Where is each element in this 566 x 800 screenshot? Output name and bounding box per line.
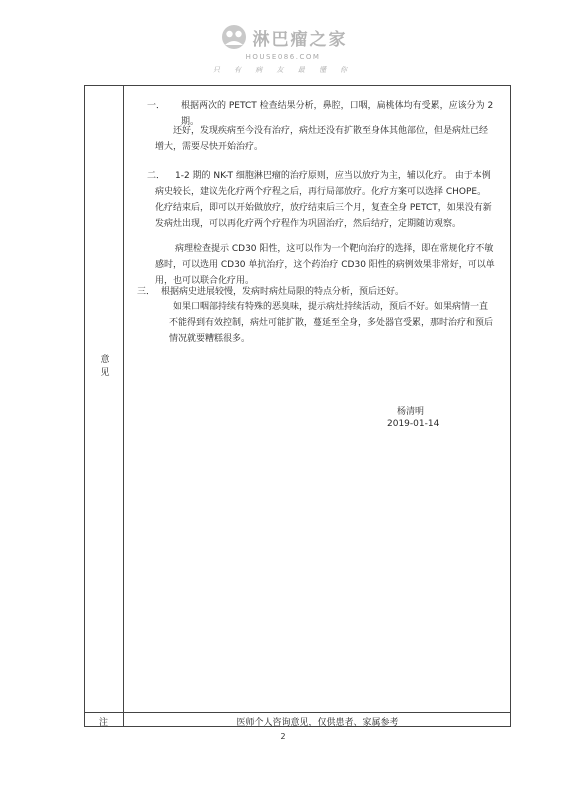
note-row-divider bbox=[85, 712, 510, 713]
logo-text: 淋巴瘤之家 bbox=[252, 29, 348, 50]
section-2-paragraph-2: 病理检查提示 CD30 阳性，这可以作为一个靶向治疗的选择，即在常规化疗不敏感时，可以选用 CD30 单抗治疗，这个药治疗 CD30 阳性的病例效果非常好，可以单用，也可以联合化疗用。 bbox=[155, 244, 495, 286]
section-1-paragraph-2: 还好，发现疾病至今没有治疗，病灶还没有扩散至身体其他部位，但是病灶已经增大，需要尽快开始治疗。 bbox=[155, 126, 489, 152]
section-2-number: 二． bbox=[147, 171, 166, 181]
section-1-line-1: 根据两次的 PETCT 检查结果分析，鼻腔，口咽，扁桃体均有受累，应该分为 2 期。 bbox=[181, 101, 494, 127]
section-3-number: 三． bbox=[137, 287, 156, 297]
section-1-number: 一． bbox=[147, 101, 166, 111]
note-text: 医师个人咨询意见，仅供患者、家属参考 bbox=[236, 718, 399, 728]
opinion-side-label: 意见 bbox=[100, 355, 110, 378]
site-header bbox=[0, 22, 566, 84]
section-3-line-1: 根据病史进展较慢，发病时病灶局限的特点分析，预后还好。 bbox=[161, 287, 405, 297]
section-2-paragraph-1: 1-2 期的 NK-T 细胞淋巴瘤的治疗原则，应当以放疗为主，辅以化疗。 由于本例病史较长，建议先化疗两个疗程之后，再行局部放疗。化疗方案可以选择 CHOPE。化疗结束后，即可以开始做放疗，放疗结束后三个月，复查全身 PETCT，如果没有新发病灶出现，可以再化疗两个疗程作为巩固治疗，然后结疗，定期随访观察。 bbox=[155, 171, 492, 229]
logo-slogan: 只 有 病 友 最 懂 你 bbox=[212, 66, 354, 74]
opinion-form bbox=[84, 85, 511, 727]
opinion-date: 2019-01-14 bbox=[387, 419, 440, 429]
section-3-paragraph-2: 如果口咽部持续有特殊的恶臭味，提示病灶持续活动，预后不好。如果病情一直不能得到有效控制，病灶可能扩散，蔓延至全身，多处器官受累，那时治疗和预后情况就要糟糕很多。 bbox=[169, 302, 494, 344]
page-number: 2 bbox=[280, 732, 286, 741]
logo-url: HOUSE086.COM bbox=[245, 53, 321, 61]
doctor-signature: 杨清明 bbox=[397, 407, 425, 417]
note-label: 注 bbox=[99, 718, 109, 728]
logo bbox=[0, 22, 566, 52]
logo-mark-icon bbox=[219, 23, 249, 51]
column-divider bbox=[123, 86, 124, 726]
